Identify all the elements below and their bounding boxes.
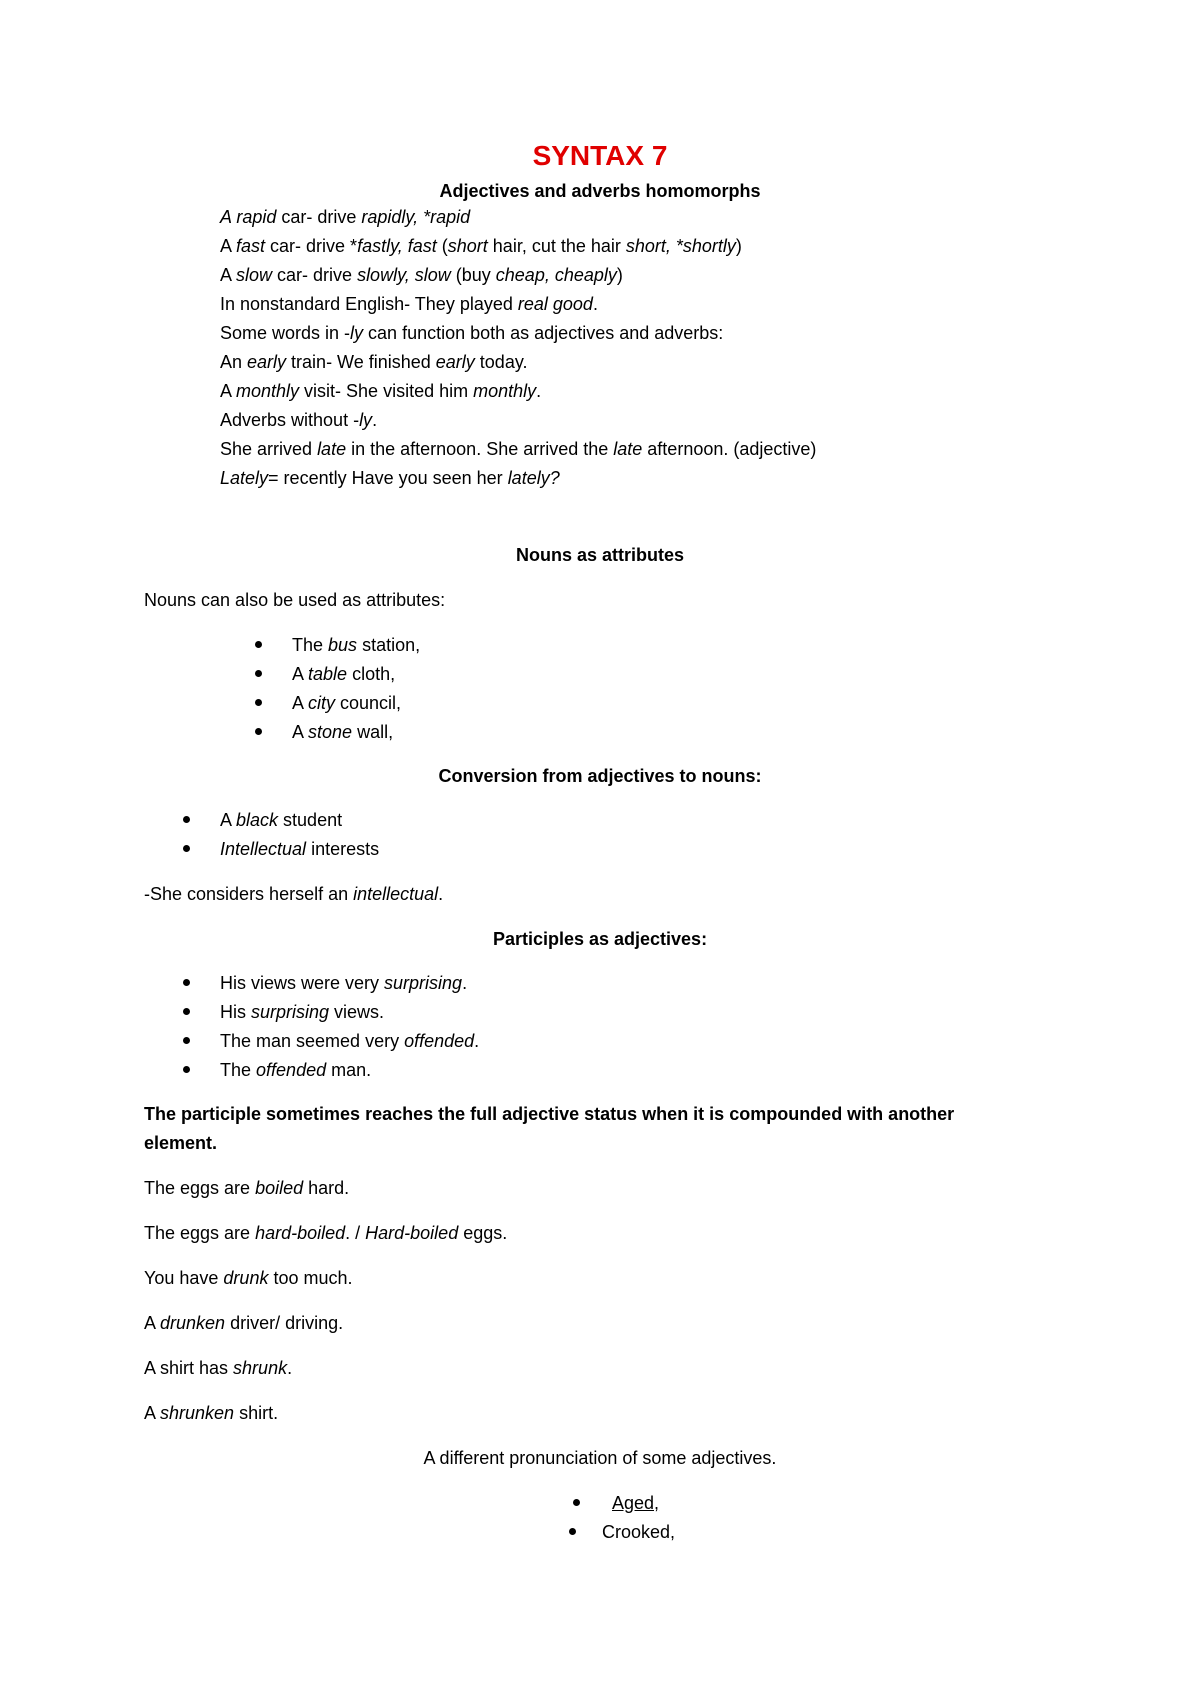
example-line xyxy=(144,1222,507,1244)
italic-run: late xyxy=(317,439,347,459)
italic-run: real good xyxy=(517,294,593,314)
list-item xyxy=(220,972,467,994)
conversion-example xyxy=(144,883,443,905)
italic-run: shrunken xyxy=(160,1403,235,1423)
italic-run: drunken xyxy=(160,1313,226,1333)
italic-run: short, *shortly xyxy=(625,236,736,256)
text-run: The eggs are xyxy=(144,1223,256,1243)
text-run: A xyxy=(220,236,237,256)
text-run: You have xyxy=(144,1268,224,1288)
text-run: car- drive xyxy=(272,265,358,285)
text-run: in the afternoon. She arrived the xyxy=(346,439,614,459)
example-line xyxy=(220,409,377,431)
bullet-icon xyxy=(183,1008,190,1015)
bullet-icon xyxy=(255,728,262,735)
list-item xyxy=(220,809,342,831)
nouns-intro: Nouns can also be used as attributes: xyxy=(144,590,446,610)
italic-run: ly xyxy=(359,410,373,430)
text-run: ) xyxy=(616,265,623,285)
text-run: A xyxy=(292,693,309,713)
text-run: visit- She visited him xyxy=(299,381,474,401)
text-run: ) xyxy=(735,236,742,256)
text-run: driver/ driving. xyxy=(225,1313,344,1333)
italic-run: monthly xyxy=(236,381,300,401)
text-run: cloth, xyxy=(347,664,396,684)
text-run: student xyxy=(278,810,343,830)
text-run: The man seemed very xyxy=(220,1031,405,1051)
text-run: A xyxy=(220,265,237,285)
text-run: views. xyxy=(329,1002,385,1022)
example-line xyxy=(220,351,528,373)
text-run: too much. xyxy=(268,1268,353,1288)
text-run: . xyxy=(438,884,444,904)
italic-run: bus xyxy=(328,635,358,655)
text-run: interests xyxy=(306,839,380,859)
text-run: A xyxy=(292,722,309,742)
italic-run: early xyxy=(435,352,475,372)
list-item xyxy=(292,663,395,685)
text-run: Adverbs without - xyxy=(220,410,360,430)
bullet-icon xyxy=(255,670,262,677)
italic-run: ly xyxy=(350,323,364,343)
example-line xyxy=(220,467,560,489)
text-run: A xyxy=(144,1313,161,1333)
text-run: eggs. xyxy=(458,1223,508,1243)
bullet-icon xyxy=(183,845,190,852)
list-item xyxy=(220,1059,371,1081)
italic-run: fastly, fast xyxy=(357,236,437,256)
example-line xyxy=(144,1357,292,1379)
text-run: station, xyxy=(357,635,421,655)
text-run: . xyxy=(474,1031,480,1051)
italic-run: Lately xyxy=(220,468,269,488)
heading-conversion: Conversion from adjectives to nouns: xyxy=(438,766,762,786)
text-run: afternoon. (adjective) xyxy=(642,439,817,459)
bullet-icon xyxy=(255,699,262,706)
list-item xyxy=(292,721,393,743)
example-line xyxy=(220,235,742,257)
example-line xyxy=(220,264,623,286)
list-item xyxy=(292,634,420,656)
text-run: council, xyxy=(335,693,402,713)
text-run: . / xyxy=(345,1223,366,1243)
participle-statement: The participle sometimes reaches the full adjective status when it is compounded with another xyxy=(144,1104,955,1124)
text-run: = recently Have you seen her xyxy=(268,468,508,488)
text-run: today. xyxy=(474,352,528,372)
text-run: . xyxy=(592,294,598,314)
list-item xyxy=(292,692,401,714)
text-run: . xyxy=(372,410,378,430)
italic-run: intellectual xyxy=(353,884,439,904)
text-run: can function both as adjectives and adverbs: xyxy=(363,323,724,343)
italic-run: offended xyxy=(256,1060,327,1080)
text-run: She arrived xyxy=(220,439,318,459)
italic-run: city xyxy=(308,693,336,713)
italic-run: Hard-boiled xyxy=(365,1223,459,1243)
text-run: The xyxy=(292,635,329,655)
text-run: Some words in - xyxy=(220,323,351,343)
text-run: His xyxy=(220,1002,251,1022)
text-run: The xyxy=(220,1060,257,1080)
example-line xyxy=(144,1267,353,1289)
italic-run: drunk xyxy=(223,1268,269,1288)
list-item xyxy=(220,838,379,860)
bullet-icon xyxy=(183,816,190,823)
italic-run: slowly, slow xyxy=(357,265,451,285)
example-line xyxy=(144,1312,343,1334)
italic-run: A rapid xyxy=(220,207,277,227)
italic-run: early xyxy=(247,352,287,372)
example-line xyxy=(144,1402,278,1424)
italic-run: shrunk xyxy=(233,1358,288,1378)
text-run: train- We finished xyxy=(286,352,436,372)
list-item-aged: Aged, xyxy=(612,1493,660,1513)
heading-participles: Participles as adjectives: xyxy=(492,929,708,949)
example-line xyxy=(220,322,723,344)
text-run: A xyxy=(220,381,237,401)
bullet-icon xyxy=(183,979,190,986)
text-run: An xyxy=(220,352,248,372)
italic-run: stone xyxy=(308,722,353,742)
italic-run: monthly xyxy=(473,381,537,401)
italic-run: offended xyxy=(404,1031,475,1051)
italic-run: short xyxy=(447,236,488,256)
italic-run: black xyxy=(236,810,279,830)
italic-run: hard-boiled xyxy=(255,1223,346,1243)
italic-run: lately? xyxy=(507,468,560,488)
bullet-icon xyxy=(569,1528,576,1535)
italic-run: fast xyxy=(236,236,266,256)
text-run: In nonstandard English- They played xyxy=(220,294,518,314)
text-run: shirt. xyxy=(234,1403,279,1423)
italic-run: surprising xyxy=(251,1002,330,1022)
italic-run: Intellectual xyxy=(220,839,307,859)
italic-run: late xyxy=(613,439,643,459)
text-run: . xyxy=(536,381,542,401)
list-item xyxy=(220,1030,479,1052)
text-run: A xyxy=(292,664,309,684)
text-run: car- drive xyxy=(276,207,362,227)
heading-pronunciation: A different pronunciation of some adjectives. xyxy=(423,1448,777,1468)
text-run: . xyxy=(462,973,468,993)
text-run: hard. xyxy=(303,1178,350,1198)
text-run: man. xyxy=(326,1060,372,1080)
text-run: The eggs are xyxy=(144,1178,256,1198)
italic-run: cheap, cheaply xyxy=(495,265,617,285)
text-run: A xyxy=(144,1403,161,1423)
list-item-crooked: Crooked, xyxy=(602,1522,676,1542)
italic-run: boiled xyxy=(255,1178,304,1198)
text-run: His views were very xyxy=(220,973,385,993)
example-line xyxy=(144,1177,349,1199)
bullet-icon xyxy=(183,1037,190,1044)
example-line xyxy=(220,293,598,315)
bullet-icon xyxy=(255,641,262,648)
heading-adjectives-adverbs: Adjectives and adverbs homomorphs xyxy=(439,181,761,201)
bullet-icon xyxy=(183,1066,190,1073)
italic-run: rapidly, *rapid xyxy=(361,207,471,227)
text-run: hair, cut the hair xyxy=(487,236,626,256)
text-run: car- drive * xyxy=(265,236,358,256)
participle-statement-cont: element. xyxy=(144,1133,218,1153)
heading-nouns-attributes: Nouns as attributes xyxy=(515,545,685,565)
example-line xyxy=(220,380,541,402)
example-line xyxy=(220,206,470,228)
italic-run: surprising xyxy=(384,973,463,993)
example-line xyxy=(220,438,816,460)
text-run: A xyxy=(220,810,237,830)
italic-run: table xyxy=(308,664,348,684)
bullet-icon xyxy=(573,1499,580,1506)
text-run: . xyxy=(287,1358,293,1378)
text-run: (buy xyxy=(450,265,496,285)
text-run: -She considers herself an xyxy=(144,884,354,904)
text-run: ( xyxy=(436,236,448,256)
list-item xyxy=(220,1001,384,1023)
page-title: SYNTAX 7 xyxy=(532,140,668,171)
text-run: wall, xyxy=(352,722,394,742)
text-run: A shirt has xyxy=(144,1358,234,1378)
italic-run: slow xyxy=(236,265,273,285)
